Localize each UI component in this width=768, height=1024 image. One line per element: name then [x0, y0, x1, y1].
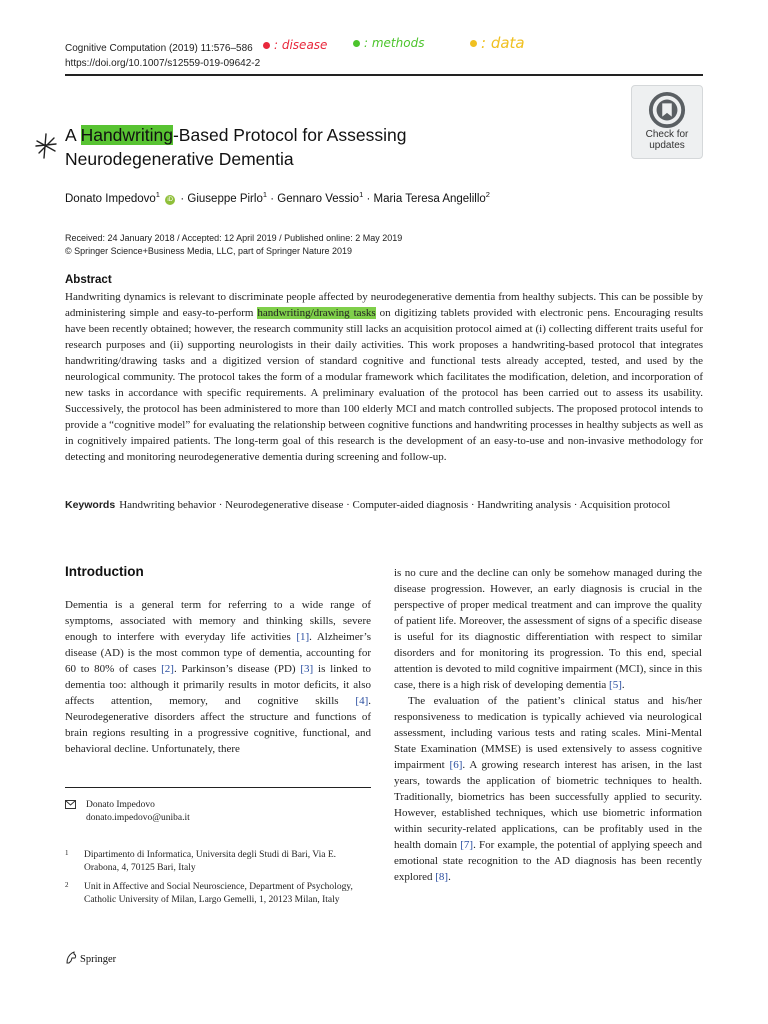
author-2[interactable]: Giuseppe Pirlo — [187, 192, 263, 205]
footnote-rule — [65, 787, 371, 788]
author-4[interactable]: Maria Teresa Angelillo — [373, 192, 486, 205]
citation-link[interactable]: [8] — [435, 871, 449, 883]
contact-name: Donato Impedovo — [86, 800, 155, 810]
annotation-legend-disease: : disease — [263, 38, 327, 52]
keywords-text: Handwriting behavior · Neurodegenerative disease · Computer-aided diagnosis · Handwriting analysis · Acquisition protocol — [119, 499, 671, 511]
citation-link[interactable]: [2] — [161, 663, 174, 675]
bookmark-ring-icon — [648, 91, 686, 129]
doi-link[interactable]: https://doi.org/10.1007/s12559-019-09642-2 — [65, 58, 261, 69]
publication-dates — [65, 232, 402, 258]
springer-horse-icon — [65, 951, 78, 964]
intro-paragraph-1: Dementia is a general term for referring to a wide range of symptoms, associated with memory and thinking skills, severe enough to interfere with everyday life activities [1]. Alzheimer’s disease (AD) is the most common type of dementia, accounting for 60 to 80% of cases [2]. Parkinson’s disease (PD) [3] is linked to dementia too: although it primarily results in motor deficits, it also affects attention, memory, and cognitive skills [4]. Neurodegenerative disorders affect the structure and functions of brain regions resulting in a progressive cognitive, functional, and behavioral decline. Unfortunately, there — [65, 599, 372, 755]
intro-right-column — [394, 565, 702, 885]
citation-link[interactable]: [7] — [460, 839, 474, 851]
intro-paragraph-2: The evaluation of the patient’s clinical status and his/her responsiveness to medication is typically achieved via neurological assessment, including various tests and rating scales. Mini-Mental State Examination (MMSE) is used extensively to assess cognitive impairment [6]. A growing research interest has arisen, in the last years, towards the application of biometric techniques to health. Traditionally, biometrics has been successfully applied to security. However, established techniques, which use biometric information within security-related applications, can be profitably used in the health domain [7]. For example, the potential of applying speech and emotional state recognition to the AD diagnosis has been recently explored [8]. — [394, 695, 703, 883]
handwritten-star-mark-icon — [34, 132, 58, 160]
author-1[interactable]: Donato Impedovo — [65, 192, 156, 205]
intro-paragraph-1-cont: is no cure and the decline can only be somehow managed during the disease progression. However, an early diagnosis is crucial in the perspective of proper medical treatment and can improve the quality of patient life. Moreover, the assessment of signs of a specific disease is useful for its diagnostic differentiation with respect to similar disorders and for monitoring its progression. To this end, special attention is devoted to mild cognitive impairment (MCI), since in this case, there is a high risk of developing dementia [5]. — [394, 567, 702, 691]
orcid-icon[interactable]: iD — [165, 195, 175, 205]
journal-header — [65, 41, 260, 71]
badge-line2: updates — [649, 140, 685, 151]
author-list: Donato Impedovo$^1$ iD · Giuseppe Pirlo$^1$ · Gennaro Vessio$^1$ · Maria Teresa Angelillo$^2$ — [65, 190, 490, 205]
annotation-legend-data: : data — [470, 34, 525, 52]
abstract-body: Handwriting dynamics is relevant to discriminate people affected by neurodegenerative dementia from healthy subjects. This can be possible by administering simple and easy-to-perform handwriting/drawing tasks on digitizing tablets provided with electronic pens. Encouraging results have been recently obtained; however, the research community still lacks an acquisition protocol aimed at (i) collecting different traits useful for research purposes and (ii) supporting neurologists in their daily activities. This work proposes a handwriting-based protocol that integrates handwriting/drawing tasks and a digitized version of standard cognitive and functional tests already accepted, tested, and used by the neurological community. The protocol takes the form of a modular framework which facilitates the modification, deletion, and incorporation of new tasks in accordance with specific requirements. A preliminary evaluation of the protocol has been carried out to assess its usability. Successively, the protocol has been administered to more than 100 elderly MCI and match controlled subjects. The proposed protocol intends to provide a “cognitive model” for evaluating the relationship between cognitive functions and handwriting processes in healthy subjects as well as in cognitively impaired patients. The long-term goal of this research is the development of an easy-to-use and non-invasive methodology for detecting and monitoring neurodegenerative dementia during screening and follow-up. — [65, 291, 704, 463]
title-highlight: Handwriting — [80, 125, 173, 145]
contact-email[interactable]: donato.impedovo@uniba.it — [86, 813, 190, 823]
methods-dot-icon — [353, 40, 360, 47]
citation-link[interactable]: [3] — [300, 663, 314, 675]
corresponding-author — [65, 799, 190, 825]
envelope-icon — [65, 800, 76, 809]
header-rule — [65, 74, 703, 76]
affiliation-2: 2 Unit in Affective and Social Neuroscience, Department of Psychology, Catholic University of Milan, Largo Gemelli, 1, 20123 Milan, Italy — [65, 881, 353, 905]
affiliation-1: 1 Dipartimento di Informatica, Universita degli Studi di Bari, Via E. Orabona, 4, 70125 Bari, Italy — [65, 849, 337, 873]
abstract-highlight: handwriting/drawing tasks — [257, 307, 376, 319]
dates-line: Received: 24 January 2018 / Accepted: 12 April 2019 / Published online: 2 May 2019 — [65, 233, 403, 243]
disease-dot-icon — [263, 42, 270, 49]
badge-line1: Check for — [645, 129, 689, 140]
annotation-legend-methods: : methods — [353, 36, 424, 50]
check-for-updates-badge[interactable] — [631, 85, 703, 159]
data-dot-icon — [470, 40, 477, 47]
keywords-label: Keywords — [65, 499, 116, 511]
intro-left-column — [65, 597, 371, 757]
paper-title: A Handwriting-Based Protocol for Assessing Neurodegenerative Dementia — [65, 125, 407, 169]
author-3[interactable]: Gennaro Vessio — [277, 192, 360, 205]
publisher-footer — [65, 951, 116, 965]
citation-link[interactable]: [5] — [609, 679, 622, 691]
abstract-heading: Abstract — [65, 274, 112, 286]
publisher-name: Springer — [80, 954, 117, 965]
keywords — [65, 497, 703, 513]
journal-citation: Cognitive Computation (2019) 11:576–586 — [65, 43, 253, 54]
citation-link[interactable]: [1] — [296, 631, 310, 643]
copyright-line: © Springer Science+Business Media, LLC, part of Springer Nature 2019 — [65, 246, 353, 256]
citation-link[interactable]: [6] — [449, 759, 463, 771]
introduction-heading: Introduction — [65, 564, 144, 579]
citation-link[interactable]: [4] — [355, 695, 369, 707]
